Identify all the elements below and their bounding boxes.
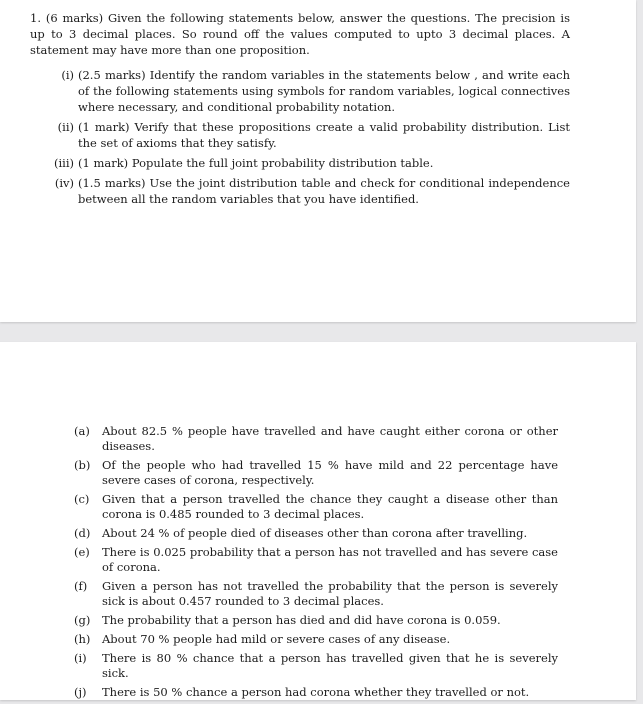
statement-item [74,613,558,628]
statement-text: Given a person has not travelled the probability that the person is severely sick is about 0.457 rounded to 3 decimal places. [102,579,558,608]
subpart-text: (1 mark) Verify that these propositions create a valid probability distribution. List the set of axioms that they satisfy. [78,120,570,150]
subpart-marker: (ii) [57,120,74,134]
statement-marker: (f) [74,579,88,593]
statement-text: Given that a person travelled the chance they caught a disease other than corona is 0.485 rounded to 3 decimal places. [102,492,558,521]
statement-item [74,685,558,700]
question-text: (6 marks) Given the following statements below, answer the questions. The precision is up to 3 decimal places. So round off the values computed to upto 3 decimal places. A statement may have more than one proposition. [30,11,570,57]
question-number: 1. [30,11,41,25]
subpart-item [50,67,570,115]
subpart-item [50,175,570,207]
statement-text: There is 0.025 probability that a person has not travelled and has severe case of corona. [102,545,558,574]
question-header [30,10,570,58]
statement-marker: (c) [74,492,90,506]
statement-text: About 82.5 % people have travelled and have caught either corona or other diseases. [102,424,558,453]
page-1 [0,0,636,322]
statement-text: There is 80 % chance that a person has travelled given that he is severely sick. [102,651,558,680]
subpart-list [50,67,570,211]
statement-item [74,651,558,681]
statement-marker: (i) [74,651,87,665]
subpart-marker: (iv) [54,176,74,190]
subpart-item [50,155,570,171]
statement-marker: (a) [74,424,90,438]
statement-marker: (e) [74,545,90,559]
subpart-marker: (iii) [53,156,74,170]
statement-item [74,526,558,541]
statement-text: About 70 % people had mild or severe cases of any disease. [102,632,451,646]
subpart-item [50,119,570,151]
subpart-text: (1 mark) Populate the full joint probability distribution table. [78,156,434,170]
statement-marker: (b) [74,458,91,472]
statement-text: The probability that a person has died and did have corona is 0.059. [102,613,501,627]
subpart-text: (1.5 marks) Use the joint distribution table and check for conditional independence between all the random variables that you have identified. [78,176,570,206]
statement-item [74,545,558,575]
statement-text: There is 50 % chance a person had corona whether they travelled or not. [102,685,530,699]
statement-text: Of the people who had travelled 15 % have mild and 22 percentage have severe cases of corona, respectively. [102,458,558,487]
statement-item [74,579,558,609]
subpart-text: (2.5 marks) Identify the random variables in the statements below , and write each of the following statements using symbols for random variables, logical connectives where necessary, and conditional probability notation. [78,68,570,114]
statement-marker: (h) [74,632,91,646]
page-2 [0,342,636,700]
statement-list [74,424,558,704]
statement-marker: (j) [74,685,87,699]
statement-marker: (d) [74,526,91,540]
statement-item [74,632,558,647]
statement-item [74,424,558,454]
statement-item [74,458,558,488]
statement-marker: (g) [74,613,91,627]
statement-text: About 24 % of people died of diseases other than corona after travelling. [102,526,528,540]
subpart-marker: (i) [61,68,74,82]
statement-item [74,492,558,522]
